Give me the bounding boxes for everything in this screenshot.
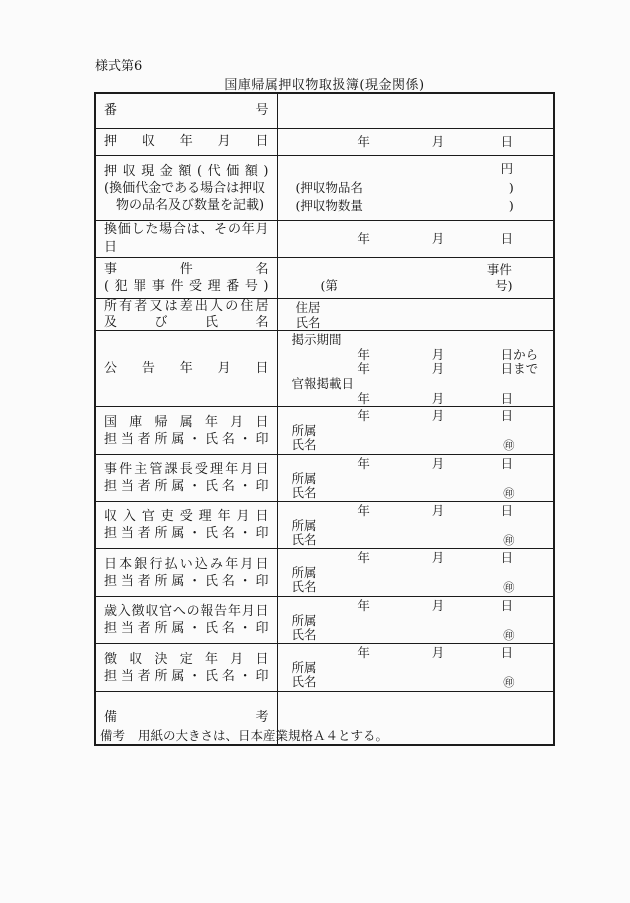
owner-cell bbox=[278, 299, 554, 330]
row-public-notice-date bbox=[95, 331, 554, 407]
date-line bbox=[278, 135, 554, 150]
name-label: 氏名 bbox=[291, 485, 317, 501]
name-label: 氏名 bbox=[291, 674, 317, 690]
officer-cell bbox=[278, 455, 554, 501]
month-label: 月 bbox=[431, 133, 445, 149]
row-label-line: 所有者又は差出人の住居 bbox=[104, 299, 269, 315]
case-number-line bbox=[278, 278, 554, 294]
month-label: 月 bbox=[431, 645, 445, 661]
day-to-label: 日まで bbox=[500, 361, 539, 377]
month-label: 月 bbox=[431, 456, 445, 472]
cash-amount-cell bbox=[278, 156, 554, 220]
case-word: 事件 bbox=[486, 262, 512, 277]
day-label: 日 bbox=[500, 133, 514, 149]
name-label: 氏名 bbox=[291, 532, 317, 548]
document-title: 国庫帰属押収物取扱簿(現金関係) bbox=[224, 78, 425, 93]
day-label: 日 bbox=[500, 503, 514, 519]
item-qty-open: (押収物数量 bbox=[295, 198, 363, 213]
row-label-line: 担当者所属・氏名・印 bbox=[104, 431, 269, 447]
row-section-chief-receipt bbox=[95, 455, 554, 502]
department-label: 所属 bbox=[291, 612, 317, 628]
row-owner-or-sender bbox=[95, 299, 554, 331]
year-label: 年 bbox=[357, 133, 370, 149]
row-seized-cash-amount bbox=[95, 156, 554, 221]
row-label-line: 物の品名及び数量を記載) bbox=[116, 197, 265, 213]
year-label: 年 bbox=[357, 230, 370, 246]
month-label: 月 bbox=[431, 346, 445, 362]
seal-mark-icon: ㊞ bbox=[503, 439, 515, 453]
month-label: 月 bbox=[431, 598, 445, 614]
form-number-label: 様式第6 bbox=[95, 59, 143, 74]
row-label-line: 国庫帰属年月日 bbox=[104, 414, 269, 430]
day-label: 日 bbox=[500, 456, 514, 472]
item-name-line bbox=[278, 179, 554, 198]
seal-mark-icon: ㊞ bbox=[503, 487, 515, 501]
yen-line bbox=[278, 160, 554, 179]
day-label: 日 bbox=[500, 408, 514, 424]
date-line bbox=[278, 504, 554, 519]
row-treasury-attribution bbox=[95, 407, 554, 455]
year-label: 年 bbox=[357, 408, 370, 424]
month-label: 月 bbox=[431, 503, 445, 519]
posting-to-line bbox=[278, 362, 554, 377]
seal-mark-icon: ㊞ bbox=[503, 534, 515, 548]
officer-cell bbox=[278, 549, 554, 596]
name-line bbox=[278, 675, 554, 690]
officer-cell bbox=[278, 644, 554, 691]
case-word-line bbox=[278, 262, 554, 278]
day-label: 日 bbox=[500, 230, 514, 246]
day-from-label: 日から bbox=[500, 346, 539, 362]
year-label: 年 bbox=[357, 346, 370, 362]
gazette-label: 官報掲載日 bbox=[291, 375, 355, 391]
row-label-line: 及び氏名 bbox=[104, 314, 269, 330]
row-seizure-date bbox=[95, 129, 554, 156]
row-label-line: 徴収決定年月日 bbox=[104, 651, 269, 667]
number-value-cell bbox=[278, 94, 554, 128]
month-label: 月 bbox=[431, 230, 445, 246]
month-label: 月 bbox=[431, 361, 445, 377]
year-label: 年 bbox=[357, 550, 370, 566]
row-label: 換価した場合は、その年月日 bbox=[104, 222, 269, 255]
row-label-line: 日本銀行払い込み年月日 bbox=[104, 556, 269, 572]
year-label: 年 bbox=[357, 456, 370, 472]
seizure-date-cell bbox=[278, 129, 554, 155]
department-label: 所属 bbox=[291, 422, 317, 438]
row-label-line: 事件主管課長受理年月日 bbox=[104, 462, 269, 478]
name-line bbox=[278, 533, 554, 548]
date-line bbox=[278, 599, 554, 614]
month-label: 月 bbox=[431, 550, 445, 566]
row-boj-payment bbox=[95, 549, 554, 597]
month-label: 月 bbox=[431, 408, 445, 424]
row-label-line: 担当者所属・氏名・印 bbox=[104, 668, 269, 684]
row-revenue-official-receipt bbox=[95, 502, 554, 549]
name-line bbox=[278, 438, 554, 453]
month-label: 月 bbox=[431, 390, 445, 406]
row-conversion-date bbox=[95, 221, 554, 258]
footer-note-text: 用紙の大きさは、日本産業規格Ａ４とする。 bbox=[138, 728, 389, 743]
row-label-line: (犯罪事件受理番号) bbox=[104, 279, 269, 294]
day-label: 日 bbox=[500, 598, 514, 614]
posting-from-line bbox=[278, 348, 554, 363]
name-label: 氏名 bbox=[291, 627, 317, 643]
seal-mark-icon: ㊞ bbox=[503, 581, 515, 595]
date-line bbox=[278, 646, 554, 661]
row-number bbox=[95, 93, 554, 129]
officer-cell bbox=[278, 502, 554, 548]
department-label: 所属 bbox=[291, 470, 317, 486]
year-label: 年 bbox=[357, 361, 370, 377]
item-name-close: ) bbox=[508, 179, 514, 195]
officer-cell bbox=[278, 597, 554, 643]
row-label: 番号 bbox=[104, 103, 269, 118]
conversion-date-cell bbox=[278, 221, 554, 257]
row-label-line: 担当者所属・氏名・印 bbox=[104, 479, 269, 495]
item-qty-line bbox=[278, 197, 554, 216]
gazette-date-line bbox=[278, 392, 554, 407]
name-label: 氏名 bbox=[291, 437, 317, 453]
date-line bbox=[278, 457, 554, 472]
row-label-line: 担当者所属・氏名・印 bbox=[104, 621, 269, 637]
name-label: 氏名 bbox=[291, 579, 317, 595]
year-label: 年 bbox=[357, 645, 370, 661]
name-label: 氏名 bbox=[295, 314, 321, 330]
department-label: 所属 bbox=[291, 659, 317, 675]
row-label-line: 担当者所属・氏名・印 bbox=[104, 526, 269, 542]
row-label-line: 事件名 bbox=[104, 262, 269, 277]
seal-mark-icon: ㊞ bbox=[503, 629, 515, 643]
footer-note bbox=[100, 726, 388, 744]
row-collection-decision bbox=[95, 644, 554, 692]
date-line bbox=[278, 409, 554, 424]
row-label-line: 歳入徴収官への報告年月日 bbox=[104, 604, 269, 620]
seal-mark-icon: ㊞ bbox=[503, 676, 515, 690]
name-line bbox=[278, 580, 554, 595]
case-name-cell bbox=[278, 258, 554, 298]
row-revenue-collector-report bbox=[95, 597, 554, 644]
item-name-open: (押収物品名 bbox=[295, 179, 363, 195]
row-label: 備考 bbox=[104, 710, 269, 726]
case-number-close: 号) bbox=[495, 277, 513, 293]
row-case-name bbox=[95, 258, 554, 299]
row-label-line: 担当者所属・氏名・印 bbox=[104, 573, 269, 589]
year-label: 年 bbox=[357, 390, 370, 406]
posting-period-label: 掲示期間 bbox=[291, 332, 342, 348]
row-label-line: (換価代金である場合は押収 bbox=[104, 180, 266, 196]
ledger-table bbox=[94, 92, 555, 746]
year-label: 年 bbox=[357, 503, 370, 519]
department-label: 所属 bbox=[291, 517, 317, 533]
item-qty-close: ) bbox=[508, 198, 514, 213]
public-notice-cell bbox=[278, 331, 554, 406]
row-label-line: 押収現金額(代価額) bbox=[104, 163, 269, 179]
day-label: 日 bbox=[500, 550, 514, 566]
residence-label: 住居 bbox=[295, 300, 321, 315]
row-label: 公告年月日 bbox=[104, 360, 269, 376]
day-label: 日 bbox=[500, 390, 514, 406]
date-line bbox=[278, 232, 554, 247]
date-line bbox=[278, 551, 554, 566]
name-line bbox=[278, 486, 554, 501]
yen-label: 円 bbox=[500, 161, 514, 176]
row-label-line: 収入官吏受理年月日 bbox=[104, 509, 269, 525]
footer-note-label: 備考 bbox=[100, 728, 126, 743]
officer-cell bbox=[278, 407, 554, 454]
row-label: 押収年月日 bbox=[104, 134, 269, 149]
department-label: 所属 bbox=[291, 564, 317, 580]
case-number-open: (第 bbox=[320, 277, 338, 293]
day-label: 日 bbox=[500, 645, 514, 661]
year-label: 年 bbox=[357, 598, 370, 614]
name-line bbox=[278, 628, 554, 643]
